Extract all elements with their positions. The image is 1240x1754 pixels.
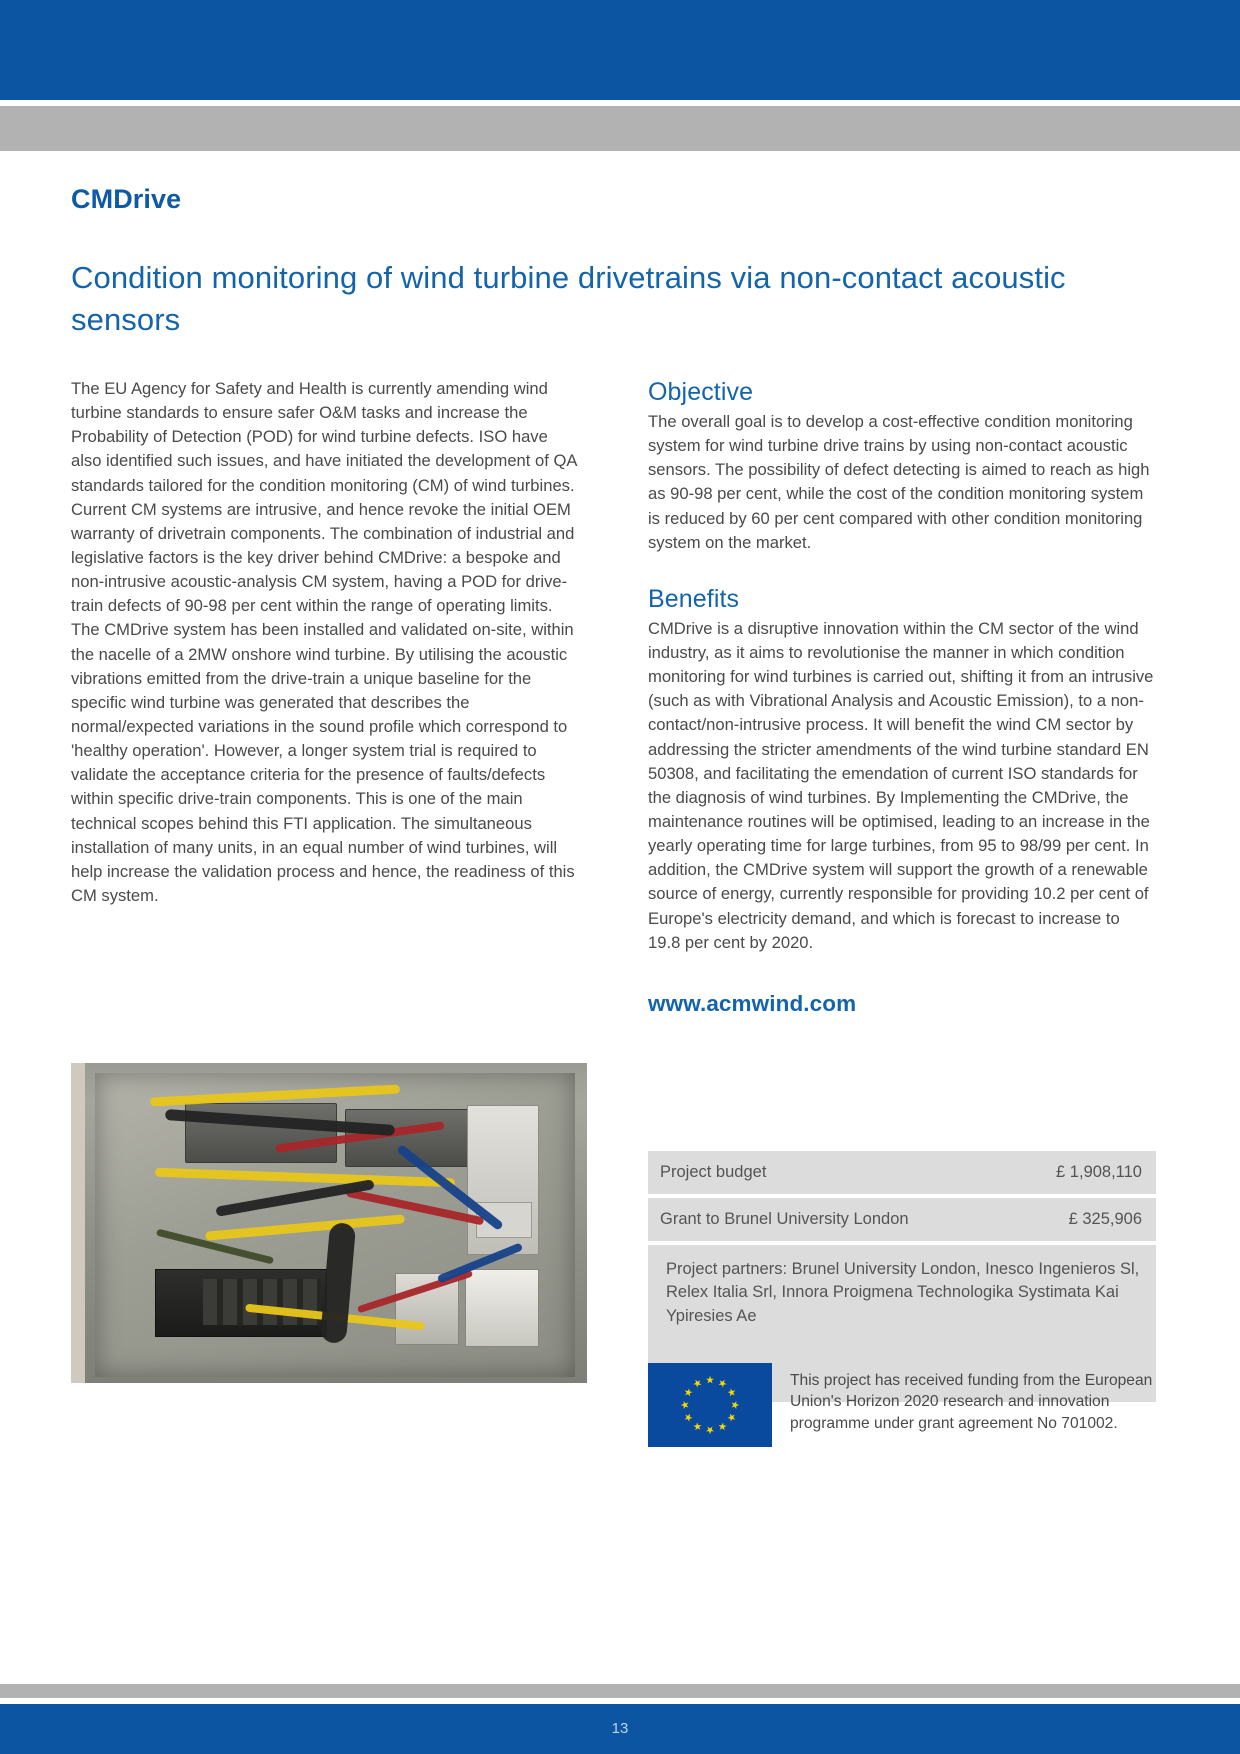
project-website-link[interactable]: www.acmwind.com xyxy=(648,990,857,1016)
title-block xyxy=(71,183,1081,340)
benefits-paragraph: CMDrive is a disruptive innovation within the CM sector of the wind industry, as it aims to revolutionise the manner in which condition monitoring for wind turbines is carried out, shifting it from an intrusive (such as with Vibrational Analysis and Acoustic Emission), to a non-contact/non-intrusive process. It will benefit the wind CM sector by addressing the stricter amendments of the wind turbine standard EN 50308, and facilitating the emendation of current ISO standards for the diagnosis of wind turbines. By Implementing the CMDrive, the maintenance routines will be optimised, leading to an increase in the yearly operating time for large turbines, from 95 to 98/99 per cent. In addition, the CMDrive system will support the growth of a renewable source of energy, currently responsible for providing 10.2 per cent of Europe's electricity demand, and which is forecast to increase to 19.8 per cent by 2020. xyxy=(648,618,1154,952)
project-name: CMDrive xyxy=(71,184,182,214)
photo-enclosure xyxy=(95,1073,575,1377)
budget-label: Project budget xyxy=(660,1163,767,1181)
objective-paragraph: The overall goal is to develop a cost-effective condition monitoring system for wind turbine drive trains by using non-contact acoustic sensors. The possibility of defect detecting is aimed to reach as high as 90-98 per cent, while the cost of the condition monitoring system is reduced by 60 per cent compared with other condition monitoring system on the market. xyxy=(648,412,1150,552)
page-title: Condition monitoring of wind turbine drivetrains via non-contact acoustic sensors xyxy=(71,260,1066,337)
control-cabinet-photo xyxy=(71,1063,587,1383)
header-blue-band xyxy=(0,0,1240,100)
page-content xyxy=(0,151,1240,1670)
eu-funding-text: This project has received funding from the European Union's Horizon 2020 research and innovation programme under grant agreement No 701002. xyxy=(790,1372,1153,1432)
photo-wire-yellow-2 xyxy=(155,1168,455,1187)
objective-heading: Objective xyxy=(648,378,754,406)
right-text-column xyxy=(648,377,1156,1021)
header-grey-band xyxy=(0,106,1240,151)
footer-grey-rule xyxy=(0,1684,1240,1698)
table-row xyxy=(648,1198,1156,1241)
benefits-heading: Benefits xyxy=(648,584,740,613)
project-partners: Project partners: Brunel University London, Inesco Ingenieros Sl, Relex Italia Srl, Innora Proigmena Technologika Systimata Kai Ypiresies Ae xyxy=(648,1245,1156,1402)
photo-controller-2 xyxy=(465,1269,539,1347)
eu-flag-icon xyxy=(648,1363,772,1447)
page-number: 13 xyxy=(611,1720,629,1737)
photo-terminal-blocks xyxy=(203,1279,321,1325)
photo-background xyxy=(71,1063,587,1383)
table-row xyxy=(648,1151,1156,1194)
budget-amount: £ 1,908,110 xyxy=(1056,1163,1142,1181)
left-text-column xyxy=(71,377,579,908)
intro-paragraph: The EU Agency for Safety and Health is currently amending wind turbine standards to ensure safer O&M tasks and increase the Probability of Detection (POD) for wind turbine defects. ISO have also identified such issues, and have initiated the development of QA standards tailored for the condition monitoring (CM) of wind turbines. Current CM systems are intrusive, and hence revoke the initial OEM warranty of drivetrain components. The combination of industrial and legislative factors is the key driver behind CMDrive: a bespoke and non-intrusive acoustic-analysis CM system, having a POD for drive-train defects of 90-98 per cent within the range of operating limits. The CMDrive system has been installed and validated on-site, within the nacelle of a 2MW onshore wind turbine. By utilising the acoustic vibrations emitted from the drive-train a unique baseline for the specific wind turbine was generated that describes the normal/expected variations in the sound profile which correspond to 'healthy operation'. However, a longer system trial is required to validate the acceptance criteria for the presence of faults/defects within specific drive-train components. This is one of the main technical scopes behind this FTI application. The simultaneous installation of many units, in an equal number of wind turbines, will help increase the validation process and hence, the readiness of this CM system. xyxy=(71,379,577,905)
photo-wire-yellow-3 xyxy=(205,1214,405,1240)
photo-wire-black-2 xyxy=(320,1222,356,1344)
eu-funding-block xyxy=(648,1363,1156,1447)
photo-wire-black-3 xyxy=(215,1179,374,1217)
grant-amount: £ 325,906 xyxy=(1068,1210,1142,1228)
photo-power-supply xyxy=(467,1105,539,1255)
grant-label: Grant to Brunel University London xyxy=(660,1210,909,1228)
